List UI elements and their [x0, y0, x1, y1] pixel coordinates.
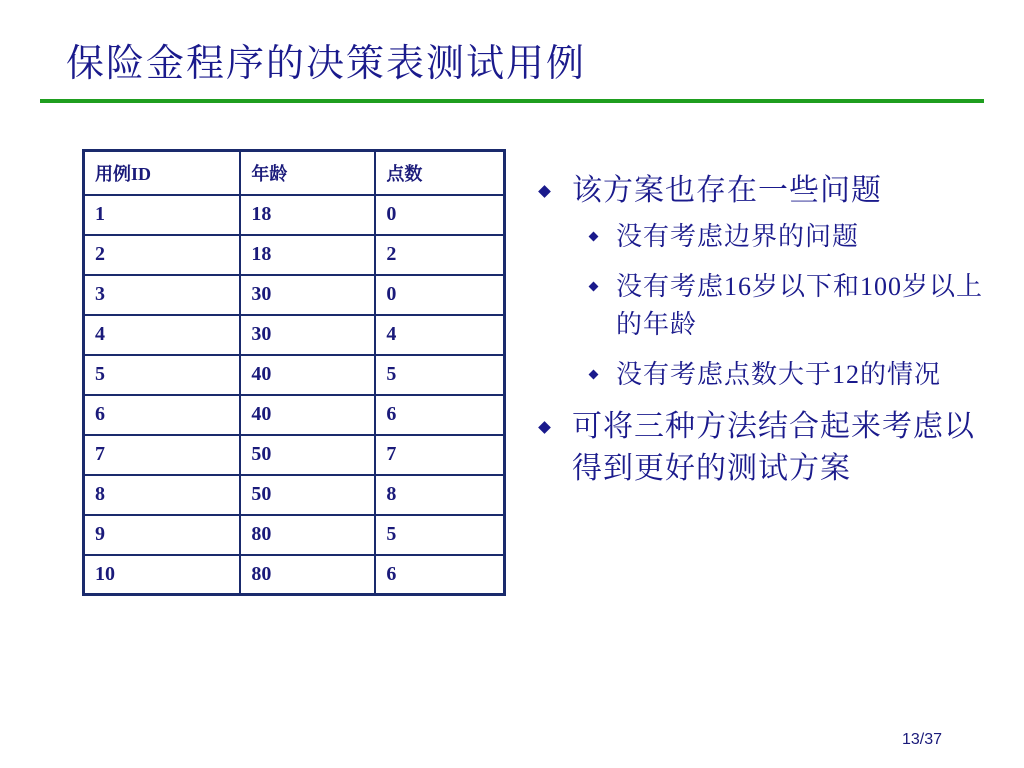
cell-age: 50: [240, 435, 375, 475]
cell-case-id: 8: [84, 475, 241, 515]
cell-case-id: 7: [84, 435, 241, 475]
cell-case-id: 1: [84, 195, 241, 235]
table-row: [84, 235, 505, 275]
table-row: [84, 355, 505, 395]
sub-bullet-text: 没有考虑点数大于12的情况: [616, 360, 942, 389]
cell-age: 40: [240, 395, 375, 435]
header-points: 点数: [375, 151, 504, 195]
decision-table: [82, 149, 506, 596]
page-number: 13/37: [902, 731, 943, 748]
sub-bullet-item: [534, 218, 994, 256]
cell-case-id: 2: [84, 235, 241, 275]
slide-title: 保险金程序的决策表测试用例: [66, 43, 587, 85]
diamond-bullet-icon: [589, 370, 599, 380]
diamond-bullet-icon: [538, 421, 551, 434]
diamond-bullet-icon: [589, 232, 599, 242]
cell-age: 18: [240, 235, 375, 275]
cell-points: 5: [375, 355, 504, 395]
bullet-item: [534, 170, 994, 212]
cell-points: 0: [375, 275, 504, 315]
cell-case-id: 4: [84, 315, 241, 355]
diamond-bullet-icon: [589, 282, 599, 292]
sub-bullet-item: [534, 268, 994, 344]
sub-bullet-text: 没有考虑边界的问题: [616, 222, 860, 251]
cell-age: 40: [240, 355, 375, 395]
title-divider: [40, 99, 984, 103]
bullet-text: 该方案也存在一些问题: [572, 174, 882, 207]
diamond-bullet-icon: [538, 185, 551, 198]
bullet-text: 可将三种方法结合起来考虑以得到更好的测试方案: [572, 410, 975, 485]
cell-case-id: 5: [84, 355, 241, 395]
table-row: [84, 395, 505, 435]
bullet-list: [534, 170, 994, 490]
cell-age: 30: [240, 275, 375, 315]
table-row: [84, 515, 505, 555]
header-age: 年龄: [240, 151, 375, 195]
sub-bullet-item: [534, 356, 994, 394]
cell-points: 4: [375, 315, 504, 355]
cell-points: 6: [375, 555, 504, 595]
table-row: [84, 435, 505, 475]
cell-age: 30: [240, 315, 375, 355]
sub-bullet-text: 没有考虑16岁以下和100岁以上的年龄: [616, 272, 984, 339]
cell-points: 2: [375, 235, 504, 275]
cell-case-id: 9: [84, 515, 241, 555]
cell-age: 80: [240, 515, 375, 555]
cell-points: 6: [375, 395, 504, 435]
cell-points: 7: [375, 435, 504, 475]
table-row: [84, 555, 505, 595]
cell-points: 8: [375, 475, 504, 515]
cell-points: 0: [375, 195, 504, 235]
table-row: [84, 275, 505, 315]
cell-case-id: 10: [84, 555, 241, 595]
header-case-id: 用例ID: [84, 151, 241, 195]
cell-age: 80: [240, 555, 375, 595]
bullet-item: [534, 406, 994, 490]
table-row: [84, 475, 505, 515]
cell-age: 50: [240, 475, 375, 515]
table-header-row: [84, 151, 505, 195]
table-row: [84, 195, 505, 235]
cell-case-id: 3: [84, 275, 241, 315]
cell-points: 5: [375, 515, 504, 555]
cell-age: 18: [240, 195, 375, 235]
table-row: [84, 315, 505, 355]
cell-case-id: 6: [84, 395, 241, 435]
